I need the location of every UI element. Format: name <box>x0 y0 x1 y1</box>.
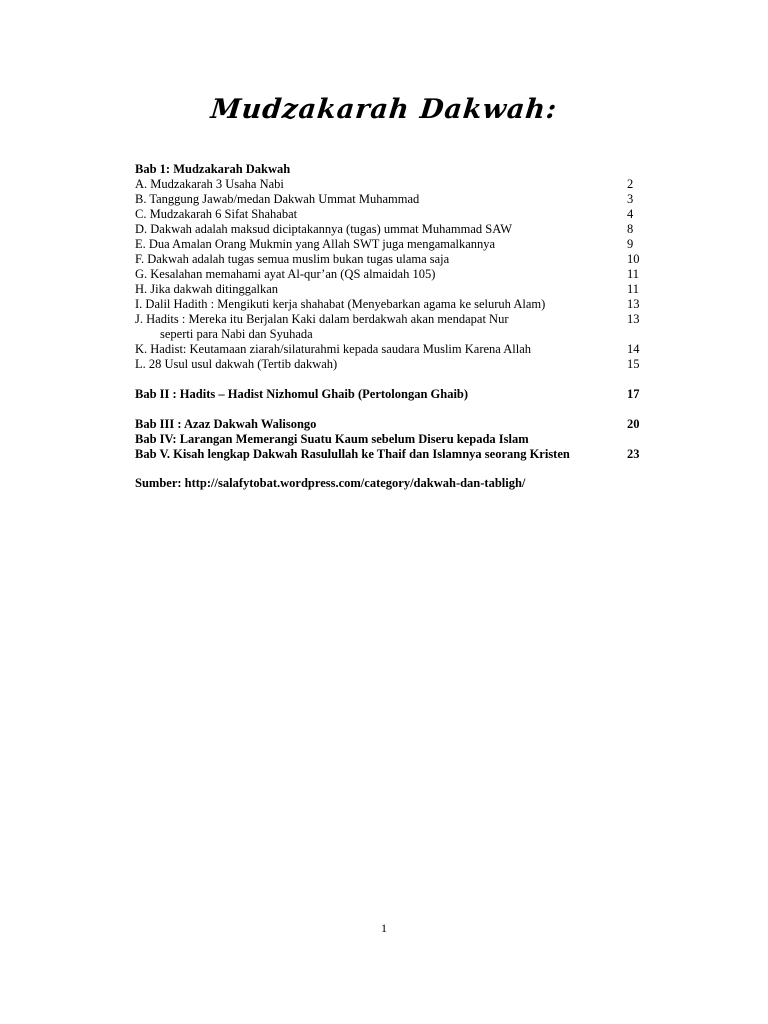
bab3-page: 20 <box>627 417 640 431</box>
toc-entry-page: 4 <box>627 207 634 221</box>
toc-entry-page: 3 <box>627 192 634 206</box>
toc-row <box>135 207 645 222</box>
toc-row <box>135 282 645 297</box>
toc-entry-text: C. Mudzakarah 6 Sifat Shahabat <box>135 207 298 221</box>
bab3-row <box>135 417 645 432</box>
toc-entry-page: 11 <box>627 267 640 281</box>
toc-entry-page: 9 <box>627 237 634 251</box>
toc-entry-page: 14 <box>627 342 640 356</box>
toc-row <box>135 192 645 207</box>
bab2-row <box>135 387 645 402</box>
spacer <box>135 372 645 387</box>
toc-row-continuation <box>135 327 645 342</box>
spacer <box>135 402 645 417</box>
source-link-text: Sumber: http://salafytobat.wordpress.com/category/dakwah-dan-tabligh/ <box>135 476 526 490</box>
toc-row <box>135 342 645 357</box>
toc-entry-page: 2 <box>627 177 634 191</box>
bab1-heading <box>135 162 645 177</box>
bab4-text: Bab IV: Larangan Memerangi Suatu Kaum sebelum Diseru kepada Islam <box>135 432 529 446</box>
table-of-contents <box>135 162 645 491</box>
page-number: 1 <box>381 921 387 935</box>
source-row <box>135 476 645 491</box>
bab5-text: Bab V. Kisah lengkap Dakwah Rasulullah ke Thaif dan Islamnya seorang Kristen <box>135 447 570 461</box>
toc-row <box>135 222 645 237</box>
bab5-row <box>135 447 645 462</box>
toc-entry-text: G. Kesalahan memahami ayat Al-qur’an (QS almaidah 105) <box>135 267 436 281</box>
toc-entry-page: 13 <box>627 297 640 311</box>
toc-row <box>135 312 645 327</box>
bab4-row <box>135 432 645 447</box>
toc-entry-text: F. Dakwah adalah tugas semua muslim bukan tugas ulama saja <box>135 252 450 266</box>
toc-entry-text: B. Tanggung Jawab/medan Dakwah Ummat Muhammad <box>135 192 420 206</box>
toc-entry-text: H. Jika dakwah ditinggalkan <box>135 282 279 296</box>
toc-row <box>135 237 645 252</box>
bab5-page: 23 <box>627 447 640 461</box>
toc-entry-page: 11 <box>627 282 640 296</box>
toc-entry-text: K. Hadist: Keutamaan ziarah/silaturahmi kepada saudara Muslim Karena Allah <box>135 342 532 356</box>
toc-row <box>135 252 645 267</box>
toc-entry-text: D. Dakwah adalah maksud diciptakannya (tugas) ummat Muhammad SAW <box>135 222 513 236</box>
toc-entry-text: L. 28 Usul usul dakwah (Tertib dakwah) <box>135 357 338 371</box>
document-title: Mudzakarah Dakwah: <box>209 94 559 125</box>
toc-entry-page: 10 <box>627 252 640 266</box>
toc-row <box>135 267 645 282</box>
toc-row <box>135 357 645 372</box>
spacer <box>135 462 645 476</box>
bab2-page: 17 <box>627 387 640 401</box>
toc-entry-text: J. Hadits : Mereka itu Berjalan Kaki dalam berdakwah akan mendapat Nur <box>135 312 509 326</box>
bab1-heading-text: Bab 1: Mudzakarah Dakwah <box>135 162 291 176</box>
toc-entry-text: E. Dua Amalan Orang Mukmin yang Allah SWT juga mengamalkannya <box>135 237 496 251</box>
toc-entry-page: 13 <box>627 312 640 326</box>
bab3-text: Bab III : Azaz Dakwah Walisongo <box>135 417 317 431</box>
bab2-text: Bab II : Hadits – Hadist Nizhomul Ghaib (Pertolongan Ghaib) <box>135 387 469 401</box>
toc-entry-text: seperti para Nabi dan Syuhada <box>160 327 313 341</box>
toc-row <box>135 297 645 312</box>
toc-entry-page: 15 <box>627 357 640 371</box>
toc-entry-text: A. Mudzakarah 3 Usaha Nabi <box>135 177 284 191</box>
toc-entry-text: I. Dalil Hadith : Mengikuti kerja shahabat (Menyebarkan agama ke seluruh Alam) <box>135 297 546 311</box>
toc-entry-page: 8 <box>627 222 634 236</box>
toc-row <box>135 177 645 192</box>
